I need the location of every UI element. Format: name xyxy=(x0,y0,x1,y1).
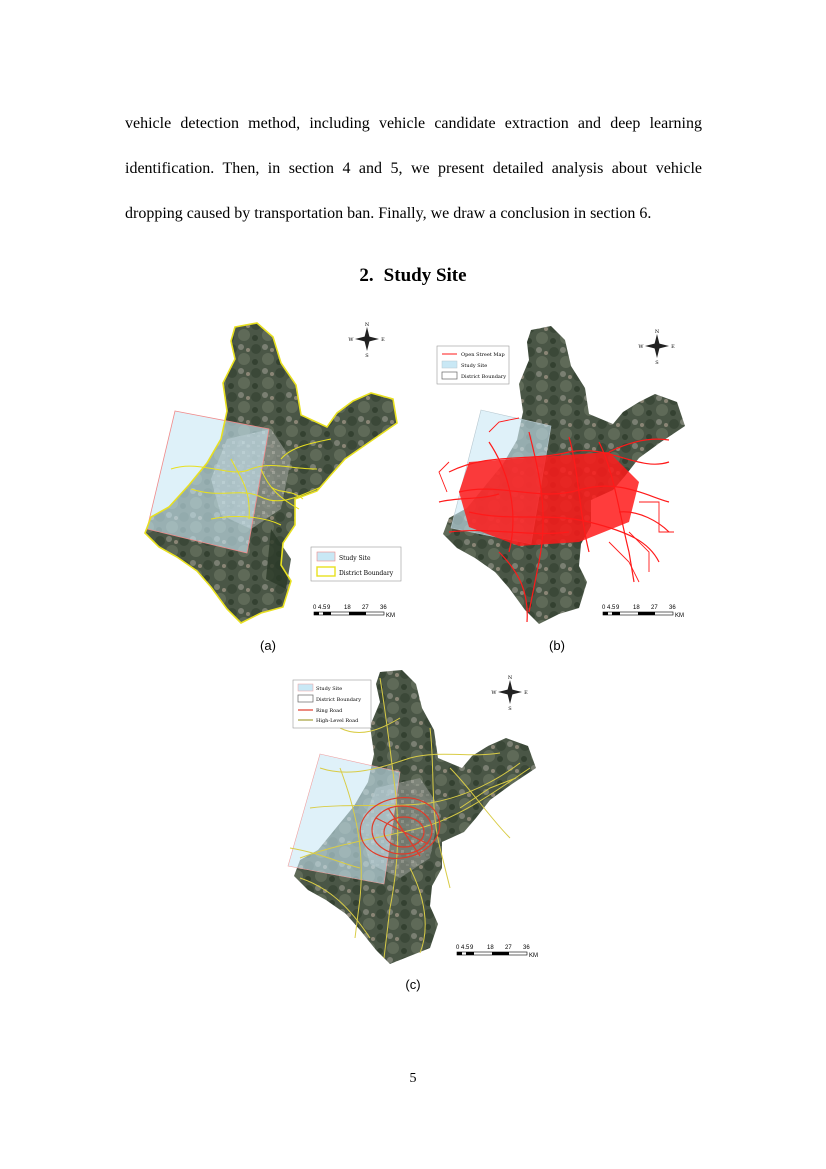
scale-unit: KM xyxy=(386,613,395,619)
scale-tick-5: 36 xyxy=(669,605,676,611)
caption-c: (c) xyxy=(405,977,421,992)
compass xyxy=(638,329,675,366)
compass xyxy=(491,675,528,712)
scale-tick-5: 36 xyxy=(523,945,530,951)
scale-tick-3: 18 xyxy=(487,945,494,951)
compass-s: S xyxy=(365,353,369,359)
compass-e: E xyxy=(524,690,528,696)
compass-n: N xyxy=(654,329,660,335)
section-title: Study Site xyxy=(383,265,467,286)
legend-c xyxy=(293,680,371,728)
compass-s: S xyxy=(508,706,512,712)
osm-dense-core xyxy=(459,452,639,546)
compass-n: N xyxy=(507,675,513,681)
page-number: 5 xyxy=(409,1071,417,1086)
legend-c-item-1: Study Site xyxy=(316,686,343,692)
scale-tick-2: 9 xyxy=(327,605,331,611)
legend-b-item-1: Open Street Map xyxy=(461,352,505,358)
scale-tick-0: 0 xyxy=(602,605,606,611)
scale-unit: KM xyxy=(529,953,538,959)
scale-unit: KM xyxy=(675,613,684,619)
map-panel-b xyxy=(429,322,693,630)
scale-tick-3: 18 xyxy=(633,605,640,611)
scale-tick-1: 4.5 xyxy=(318,605,327,611)
scale-tick-4: 27 xyxy=(362,605,369,611)
body-text-line-2: identification. Then, in section 4 and 5, we present detailed analysis about vehicle xyxy=(125,160,702,177)
legend-b-item-3: District Boundary xyxy=(461,374,507,380)
study-site-overlay xyxy=(147,411,269,553)
legend-a xyxy=(311,547,401,581)
compass-w: W xyxy=(638,344,644,350)
section-heading xyxy=(0,265,826,287)
scale-tick-1: 4.5 xyxy=(461,945,470,951)
scale-tick-0: 0 xyxy=(313,605,317,611)
scale-tick-3: 18 xyxy=(344,605,351,611)
compass-e: E xyxy=(671,344,675,350)
legend-a-item-2: District Boundary xyxy=(339,570,394,577)
scale-tick-1: 4.5 xyxy=(607,605,616,611)
scale-bar xyxy=(313,605,395,619)
caption-b: (b) xyxy=(549,638,565,653)
scale-tick-2: 9 xyxy=(470,945,474,951)
map-panel-a xyxy=(131,319,409,630)
legend-c-item-2: District Boundary xyxy=(316,697,362,703)
legend-a-item-1: Study Site xyxy=(339,555,371,562)
body-text-line-1: vehicle detection method, including vehicle candidate extraction and deep learning xyxy=(125,115,702,132)
scale-tick-0: 0 xyxy=(456,945,460,951)
body-text-line-3: dropping caused by transportation ban. Finally, we draw a conclusion in section 6. xyxy=(125,205,652,222)
section-number: 2. xyxy=(359,265,374,286)
study-site-overlay xyxy=(288,754,400,884)
caption-a: (a) xyxy=(260,638,276,653)
compass-w: W xyxy=(491,690,497,696)
compass-s: S xyxy=(655,360,659,366)
scale-bar xyxy=(456,945,538,959)
compass-w: W xyxy=(348,337,354,343)
compass xyxy=(348,322,385,359)
compass-n: N xyxy=(364,322,370,328)
map-panel-c xyxy=(280,668,545,968)
legend-c-item-3: Ring Road xyxy=(316,708,343,714)
legend-c-item-4: High-Level Road xyxy=(316,718,359,724)
legend-b-item-2: Study Site xyxy=(461,363,488,369)
scale-tick-4: 27 xyxy=(651,605,658,611)
compass-e: E xyxy=(381,337,385,343)
legend-b xyxy=(437,346,509,384)
scale-tick-5: 36 xyxy=(380,605,387,611)
scale-tick-2: 9 xyxy=(616,605,620,611)
scale-tick-4: 27 xyxy=(505,945,512,951)
scale-bar xyxy=(602,605,684,619)
